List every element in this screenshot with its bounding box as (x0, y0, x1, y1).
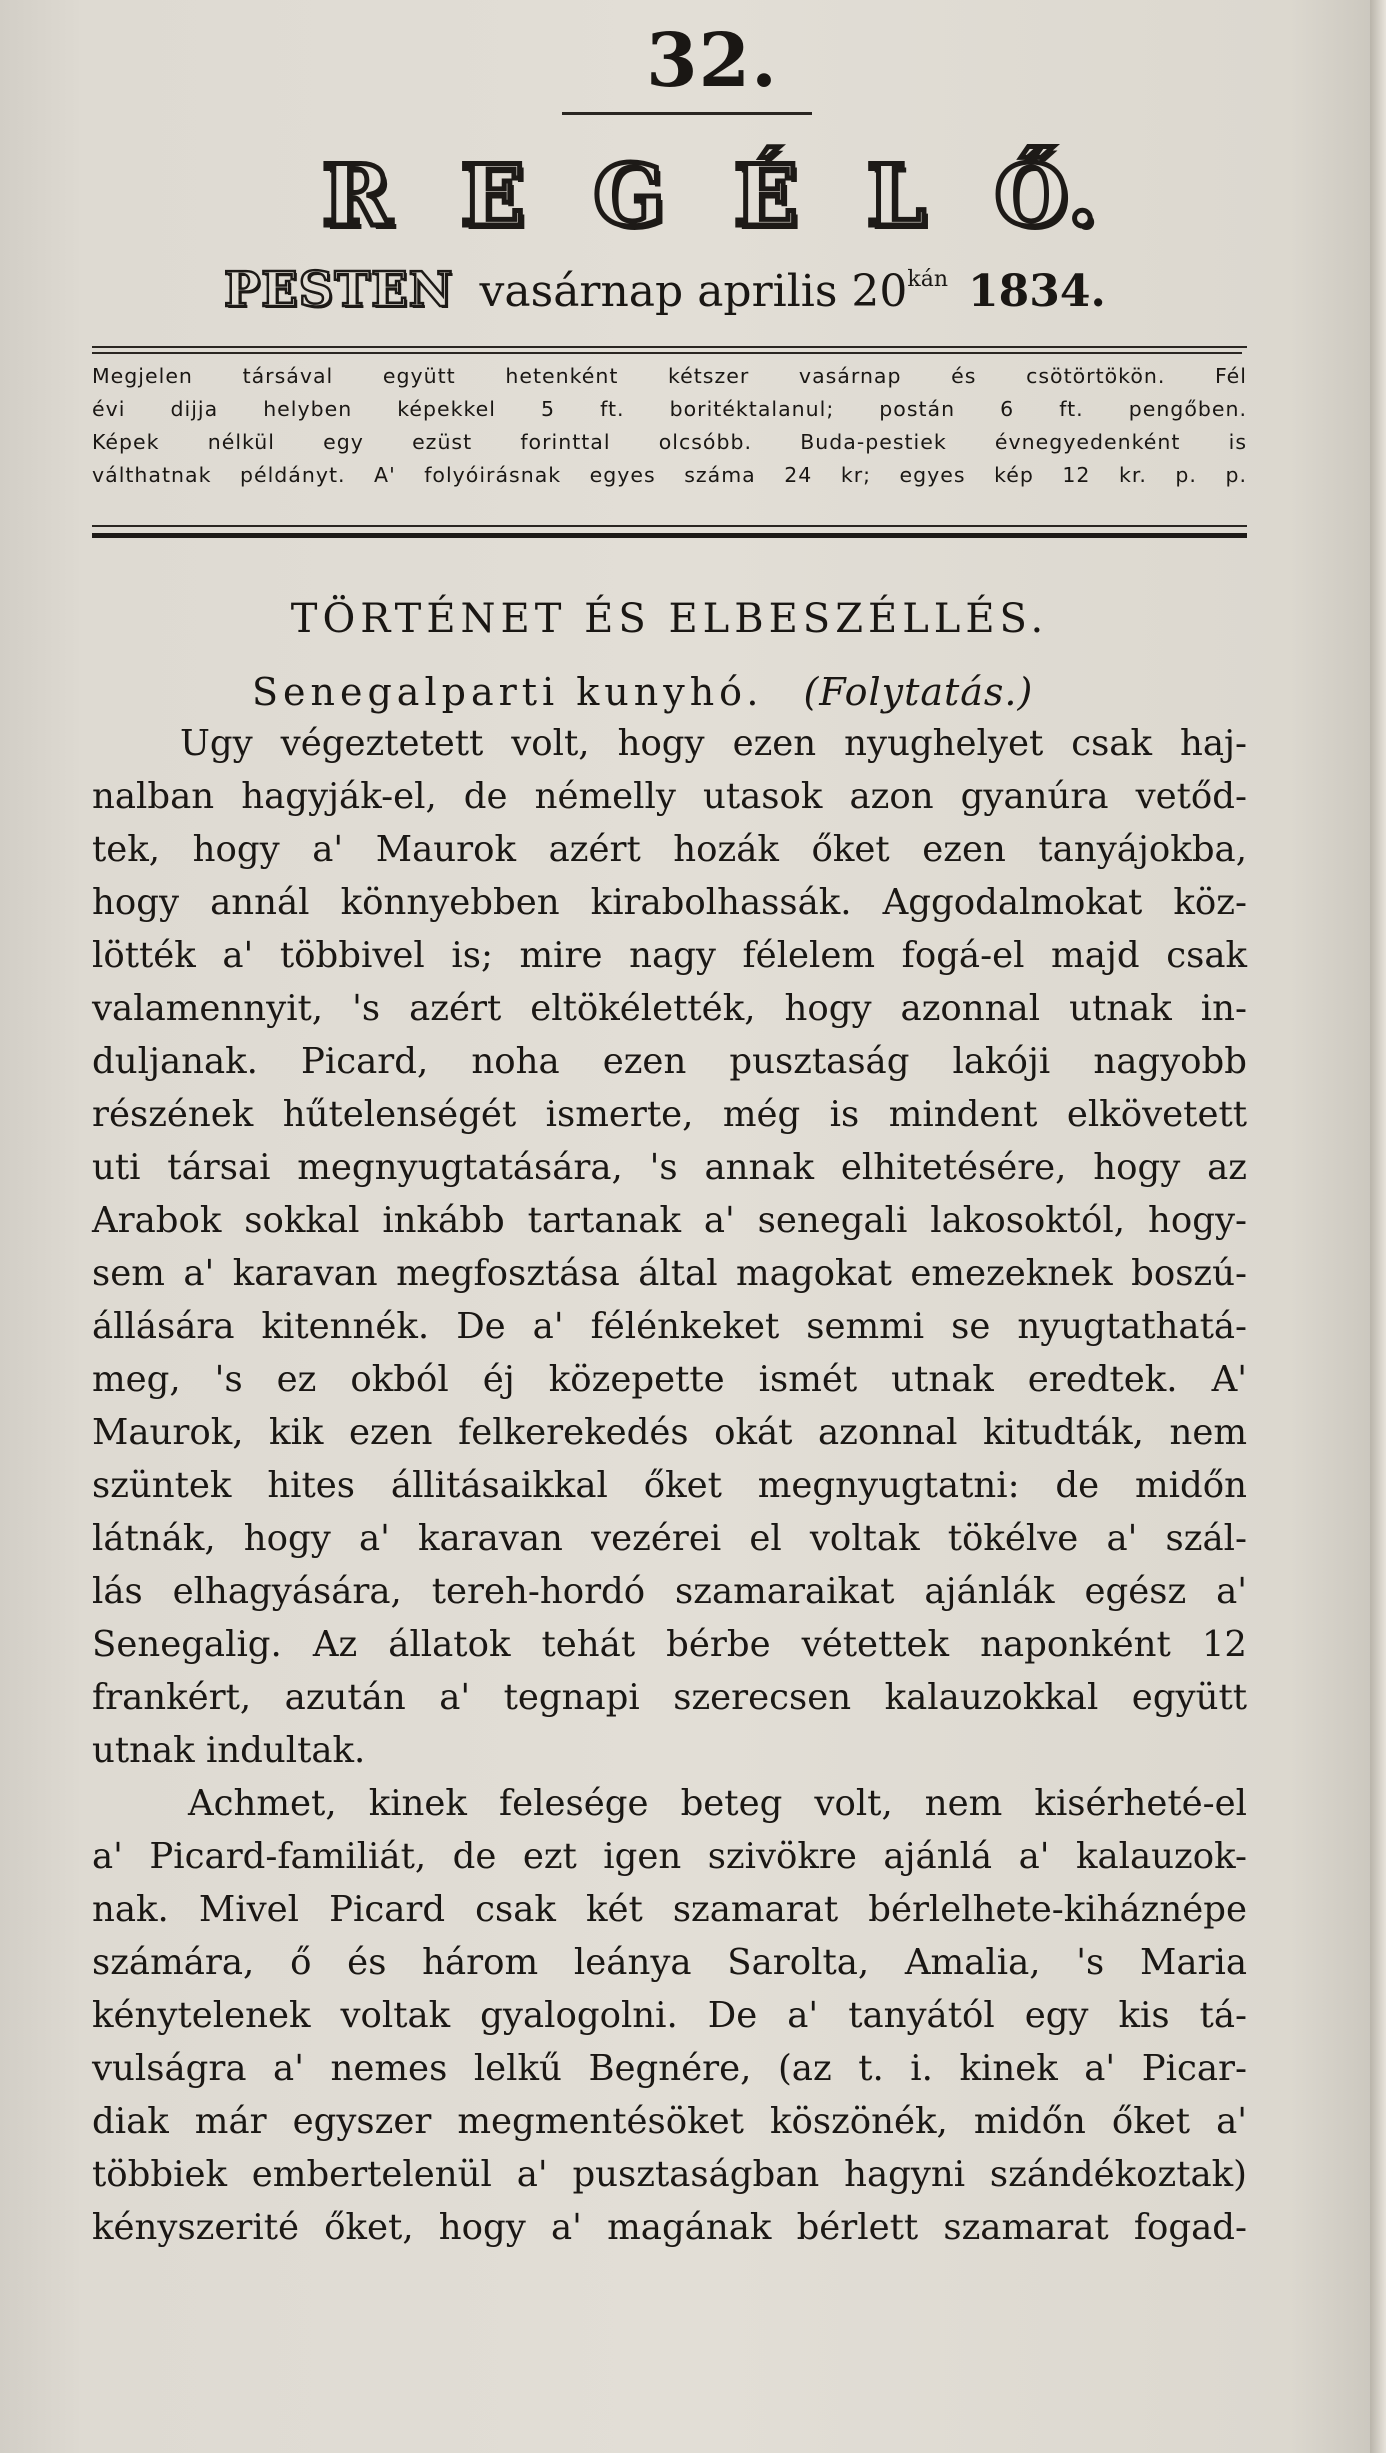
body-line: nalban hagyják-el, de némelly utasok azon gyanúra vetőd- (92, 776, 1247, 817)
continued-label: (Folytatás.) (803, 670, 1034, 714)
body-line: diak már egyszer megmentésöket köszönék, midőn őket a' (92, 2101, 1247, 2142)
notice-rule-thin (92, 525, 1247, 527)
body-line: lötték a' többivel is; mire nagy félelem fogá-el majd csak (92, 935, 1247, 976)
notice-line: Megjelen társával együtt hetenként kétszer vasárnap és csötörtökön. Fél (92, 364, 1247, 388)
body-line: lás elhagyására, tereh-hordó szamaraikat ajánlák egész a' (92, 1571, 1247, 1612)
header-rule-top-double (92, 352, 1242, 354)
notice-line: Képek nélkül egy ezüst forinttal olcsóbb. Buda-pestiek évnegyedenként is (92, 430, 1247, 454)
section-title: TÖRTÉNET ÉS ELBESZÉLLÉS. (290, 596, 1049, 642)
article-body (92, 717, 1247, 2254)
body-line: Ugy végeztetett volt, hogy ezen nyughelyet csak haj- (180, 723, 1247, 764)
body-line: valamennyit, 's azért eltökélették, hogy azonnal utnak in- (92, 988, 1247, 1029)
issue-number: 32. (646, 18, 778, 104)
body-line: szüntek hites állitásaikkal őket megnyugtatni: de midőn (92, 1465, 1247, 1506)
dateline-date-suffix: kán (907, 267, 949, 292)
dateline-year: 1834. (968, 266, 1106, 317)
body-line: a' Picard-familiát, de ezt igen szivökre ajánlá a' kalauzok- (92, 1836, 1247, 1877)
body-line: nak. Mivel Picard csak két szamarat bérlelhete-kiháznépe (92, 1889, 1247, 1930)
body-line: számára, ő és három leánya Sarolta, Amalia, 's Maria (92, 1942, 1247, 1983)
masthead-letter: R (322, 145, 392, 245)
body-line: részének hűtelenségét ismerte, még is mindent elkövetett (92, 1094, 1247, 1135)
body-line: meg, 's ez okból éj közepette ismét utnak eredtek. A' (92, 1359, 1247, 1400)
notice-rule-thick (92, 533, 1247, 538)
masthead-letter: E (460, 145, 525, 245)
dateline-date: vasárnap aprilis 20 (479, 266, 908, 317)
body-line: Maurok, kik ezen felkerekedés okát azonnal kitudták, nem (92, 1412, 1247, 1453)
dateline-city: PESTEN (224, 262, 454, 318)
masthead-letter: L (866, 145, 926, 245)
masthead-letter: É (733, 145, 798, 245)
story-title: Senegalparti kunyhó. (252, 670, 764, 714)
body-line: hogy annál könnyebben kirabolhassák. Aggodalmokat köz- (92, 882, 1247, 923)
subscription-notice (92, 360, 1247, 492)
body-line: frankért, azután a' tegnapi szerecsen kalauzokkal együtt (92, 1677, 1247, 1718)
body-line: kénytelenek voltak gyalogolni. De a' tanyától egy kis tá- (92, 1995, 1247, 2036)
body-line: vulságra a' nemes lelkű Begnére, (az t. i. kinek a' Picar- (92, 2048, 1247, 2089)
dateline (224, 262, 1224, 342)
body-line: állására kitennék. De a' félénkeket semmi se nyugtathatá- (92, 1306, 1247, 1347)
body-line: Achmet, kinek felesége beteg volt, nem kisérheté-el (188, 1783, 1247, 1824)
page-spine-shadow (1370, 0, 1386, 2453)
body-line: uti társai megnyugtatására, 's annak elhitetésére, hogy az (92, 1147, 1247, 1188)
notice-line: évi dijja helyben képekkel 5 ft. boritéktalanul; postán 6 ft. pengőben. (92, 397, 1247, 421)
body-line: Arabok sokkal inkább tartanak a' senegali lakosoktól, hogy- (92, 1200, 1247, 1241)
body-line: kényszerité őket, hogy a' magának bérlett szamarat fogad- (92, 2207, 1247, 2248)
masthead-title (92, 140, 1247, 250)
issue-underline (562, 112, 812, 115)
masthead-letter: Ő. (994, 145, 1097, 245)
body-line: utnak indultak. (92, 1730, 366, 1771)
header-rule-top (92, 346, 1247, 348)
body-line: sem a' karavan megfosztása által magokat emezeknek boszú- (92, 1253, 1247, 1294)
notice-line: válthatnak példányt. A' folyóirásnak egyes száma 24 kr; egyes kép 12 kr. p. p. (92, 463, 1247, 487)
body-line: tek, hogy a' Maurok azért hozák őket ezen tanyájokba, (92, 829, 1247, 870)
body-line: duljanak. Picard, noha ezen pusztaság lakóji nagyobb (92, 1041, 1247, 1082)
body-line: többiek embertelenül a' pusztaságban hagyni szándékoztak) (92, 2154, 1247, 2195)
body-line: látnák, hogy a' karavan vezérei el voltak tökélve a' szál- (92, 1518, 1247, 1559)
body-line: Senegalig. Az állatok tehát bérbe vétettek naponként 12 (92, 1624, 1247, 1665)
story-subtitle (252, 670, 1252, 714)
masthead-letter: G (593, 145, 666, 245)
